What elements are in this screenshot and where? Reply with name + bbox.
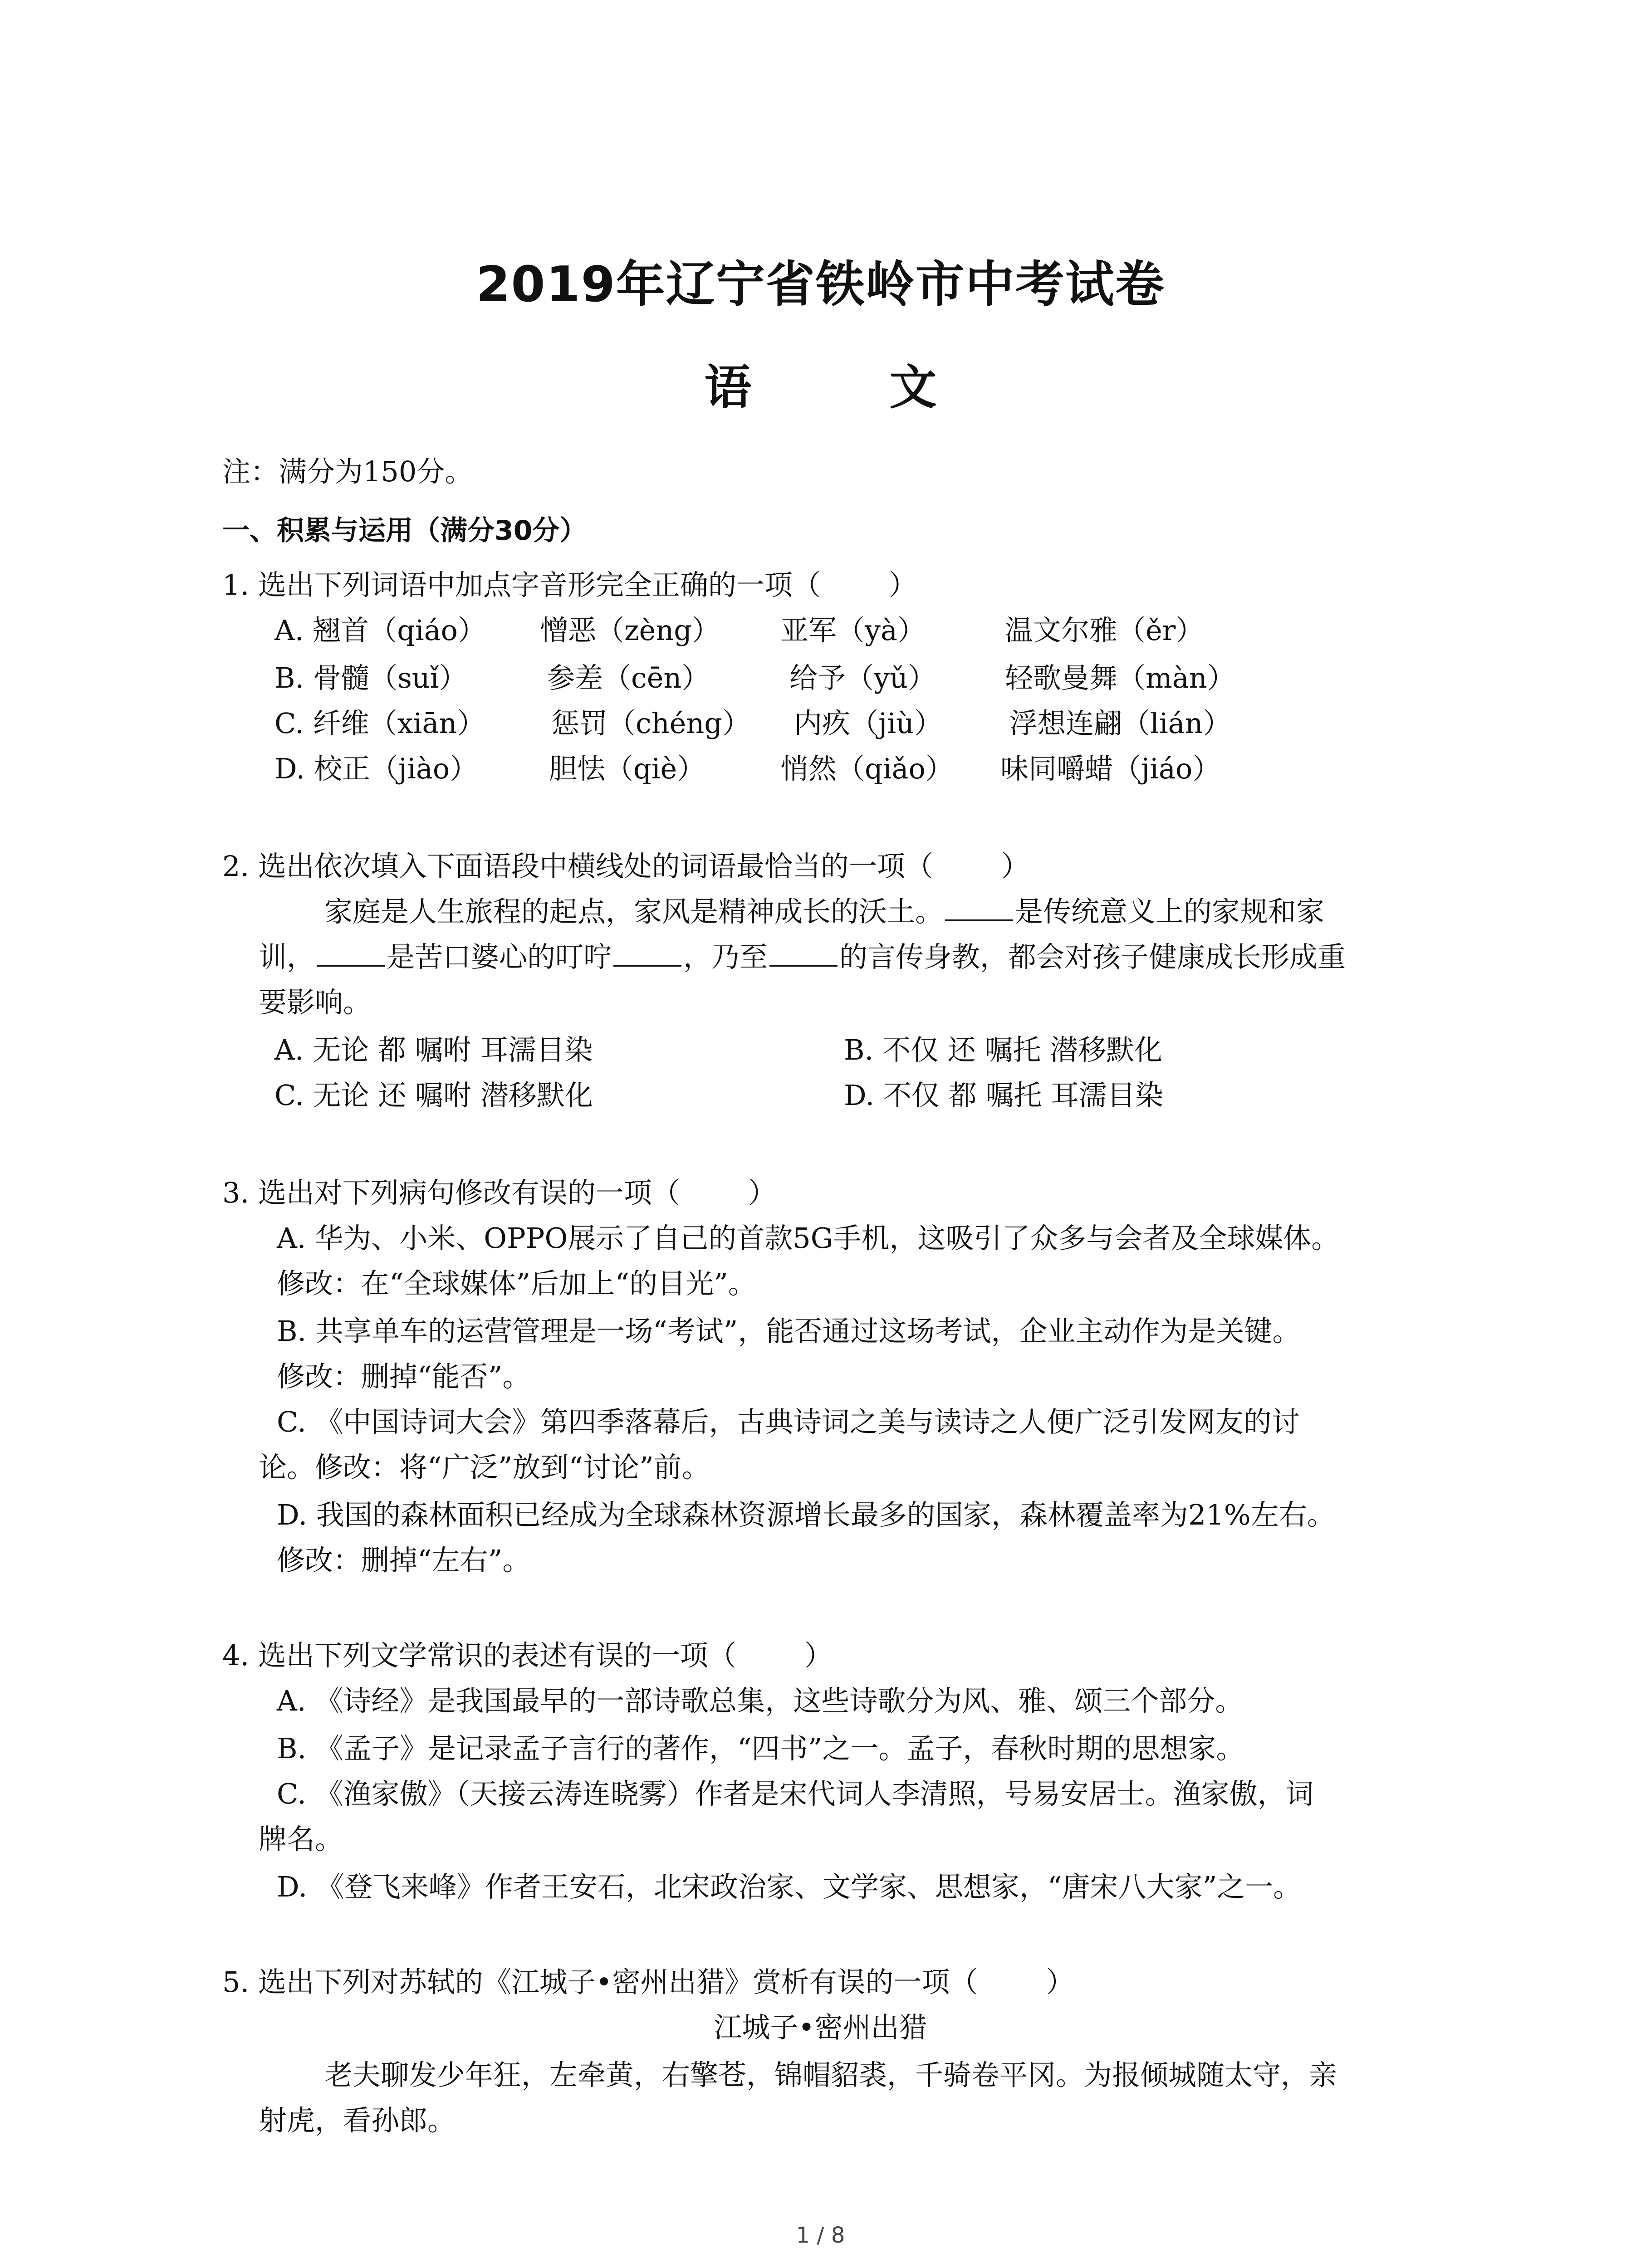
- question-1-stem: 1. 选出下列词语中加点字音形完全正确的一项（ ）: [222, 568, 917, 601]
- score-note: 注：满分为150分。: [222, 455, 473, 488]
- question-2-stem: 2. 选出依次填入下面语段中横线处的词语最恰当的一项（ ）: [222, 850, 1029, 883]
- q4-option-c: C. 《渔家傲》（天接云涛连晓雾）作者是宋代词人李清照，号易安居士。渔家傲，词: [277, 1777, 1314, 1810]
- poem-line-2: 射虎，看孙郎。: [259, 2104, 456, 2137]
- subject-title: 语 文: [704, 360, 982, 415]
- q3-option-a-fix: 修改：在“全球媒体”后加上“的目光”。: [277, 1267, 756, 1300]
- q1-option-b-3: 给予（yǔ）: [789, 661, 936, 694]
- fill-blank: [945, 894, 1013, 921]
- q1-option-d-4: 味同嚼蜡（jiáo）: [1000, 752, 1221, 785]
- fill-blank: [769, 939, 838, 967]
- fill-blank: [317, 939, 385, 967]
- page-number: 1 / 8: [796, 2223, 845, 2248]
- q1-option-b-1: B. 骨髓（suǐ）: [274, 661, 467, 694]
- q2-option-a: A. 无论 都 嘱咐 耳濡目染: [274, 1033, 593, 1066]
- q3-option-d-fix: 修改：删掉“左右”。: [277, 1544, 531, 1577]
- q1-option-c-2: 惩罚（chéng）: [551, 707, 750, 740]
- q1-option-b-4: 轻歌曼舞（màn）: [1005, 661, 1235, 694]
- q1-option-a-2: 憎恶（zèng）: [540, 614, 720, 647]
- q1-option-d-1: D. 校正（jiào）: [274, 752, 478, 785]
- fill-blank: [613, 939, 681, 967]
- q1-option-b-2: 参差（cēn）: [547, 661, 710, 694]
- q2-option-c: C. 无论 还 嘱咐 潜移默化: [274, 1079, 593, 1112]
- q3-option-b-fix: 修改：删掉“能否”。: [277, 1360, 531, 1393]
- q1-option-c-3: 内疚（jiù）: [794, 707, 942, 740]
- q4-option-d: D. 《登飞来峰》作者王安石，北宋政治家、文学家、思想家，“唐宋八大家”之一。: [277, 1870, 1302, 1903]
- q1-option-c-1: C. 纤维（xiān）: [274, 707, 485, 740]
- poem-title: 江城子•密州出猎: [714, 2011, 927, 2044]
- q3-option-c-fix: 论。修改：将“广泛”放到“讨论”前。: [259, 1451, 710, 1484]
- question-2-passage-line-3: 要影响。: [259, 986, 372, 1019]
- q3-option-a: A. 华为、小米、OPPO展示了自己的首款5G手机，这吸引了众多与会者及全球媒体。: [277, 1222, 1340, 1255]
- document-title: 2019年辽宁省铁岭市中考试卷: [476, 256, 1165, 313]
- q2-option-d: D. 不仅 都 嘱托 耳濡目染: [844, 1079, 1164, 1112]
- q1-option-c-4: 浮想连翩（lián）: [1009, 707, 1231, 740]
- q1-option-a-1: A. 翘首（qiáo）: [274, 614, 486, 647]
- question-2-passage-line-1: 家庭是人生旅程的起点，家风是精神成长的沃土。 是传统意义上的家规和家: [324, 895, 1325, 928]
- q1-option-a-4: 温文尔雅（ěr）: [1005, 614, 1204, 647]
- q2-option-b: B. 不仅 还 嘱托 潜移默化: [844, 1033, 1163, 1066]
- q1-option-d-3: 悄然（qiǎo）: [780, 752, 954, 785]
- q1-option-a-3: 亚军（yà）: [780, 614, 926, 647]
- q4-option-a: A. 《诗经》是我国最早的一部诗歌总集，这些诗歌分为风、雅、颂三个部分。: [277, 1684, 1244, 1717]
- question-5-stem: 5. 选出下列对苏轼的《江城子•密州出猎》赏析有误的一项（ ）: [222, 1965, 1074, 1999]
- q1-option-d-2: 胆怯（qiè）: [549, 752, 705, 785]
- poem-line-1: 老夫聊发少年狂，左牵黄，右擎苍，锦帽貂裘，千骑卷平冈。为报倾城随太守，亲: [324, 2058, 1337, 2092]
- question-3-stem: 3. 选出对下列病句修改有误的一项（ ）: [222, 1176, 776, 1209]
- question-4-stem: 4. 选出下列文学常识的表述有误的一项（ ）: [222, 1639, 833, 1672]
- question-2-passage-line-2: 训， 是苦口婆心的叮咛 ，乃至 的言传身教，都会对孩子健康成长形成重: [259, 940, 1346, 973]
- q4-option-b: B. 《孟子》是记录孟子言行的著作，“四书”之一。孟子，春秋时期的思想家。: [277, 1732, 1244, 1765]
- section-heading: 一、积累与运用（满分30分）: [222, 515, 587, 547]
- q3-option-d: D. 我国的森林面积已经成为全球森林资源增长最多的国家，森林覆盖率为21%左右。: [277, 1498, 1335, 1531]
- q4-option-c-cont: 牌名。: [259, 1823, 343, 1856]
- q3-option-c: C. 《中国诗词大会》第四季落幕后，古典诗词之美与读诗之人便广泛引发网友的讨: [277, 1405, 1300, 1438]
- q3-option-b: B. 共享单车的运营管理是一场“考试”，能否通过这场考试，企业主动作为是关键。: [277, 1315, 1301, 1348]
